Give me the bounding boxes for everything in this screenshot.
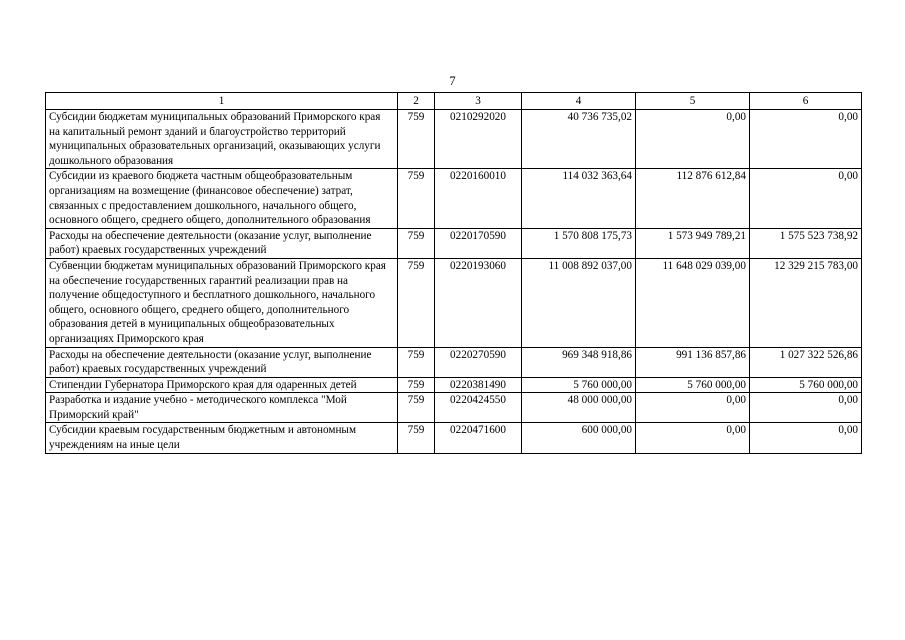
row-value-col5: 0,00 bbox=[636, 423, 750, 453]
row-target-code: 0220381490 bbox=[435, 377, 522, 393]
row-name: Расходы на обеспечение деятельности (оказание услуг, выполнение работ) краевых государственных учреждений bbox=[46, 228, 398, 258]
row-target-code: 0220471600 bbox=[435, 423, 522, 453]
row-value-col4: 1 570 808 175,73 bbox=[522, 228, 636, 258]
row-name: Расходы на обеспечение деятельности (оказание услуг, выполнение работ) краевых государственных учреждений bbox=[46, 347, 398, 377]
row-name: Субсидии бюджетам муниципальных образований Приморского края на капитальный ремонт зданий и благоустройство территорий муниципальных образовательных организаций, оказывающих услуги дошкольного образования bbox=[46, 110, 398, 169]
row-department-code: 759 bbox=[398, 169, 435, 228]
row-value-col6: 0,00 bbox=[750, 423, 862, 453]
table-row bbox=[46, 347, 862, 377]
row-name: Субвенции бюджетам муниципальных образований Приморского края на обеспечение государственных гарантий реализации прав на получение общедоступного и бесплатного дошкольного, начального общего, основного общего, среднего общего, дополнительного образования детей в муниципальных общеобразовательных организациях Приморского края bbox=[46, 258, 398, 347]
row-value-col5: 0,00 bbox=[636, 110, 750, 169]
table-row bbox=[46, 258, 862, 347]
row-value-col6: 0,00 bbox=[750, 110, 862, 169]
row-target-code: 0220270590 bbox=[435, 347, 522, 377]
row-value-col6: 0,00 bbox=[750, 393, 862, 423]
row-value-col6: 0,00 bbox=[750, 169, 862, 228]
row-department-code: 759 bbox=[398, 258, 435, 347]
row-department-code: 759 bbox=[398, 228, 435, 258]
column-header: 1 bbox=[46, 93, 398, 110]
budget-table bbox=[45, 92, 862, 454]
table-row bbox=[46, 228, 862, 258]
row-value-col4: 5 760 000,00 bbox=[522, 377, 636, 393]
table-row bbox=[46, 393, 862, 423]
row-target-code: 0220193060 bbox=[435, 258, 522, 347]
row-value-col5: 1 573 949 789,21 bbox=[636, 228, 750, 258]
row-value-col5: 991 136 857,86 bbox=[636, 347, 750, 377]
row-department-code: 759 bbox=[398, 347, 435, 377]
column-header: 4 bbox=[522, 93, 636, 110]
row-name: Субсидии из краевого бюджета частным общеобразовательным организациям на возмещение (финансовое обеспечение) затрат, связанных с предоставлением дошкольного, начального общего, основного общего, среднего общего, дополнительного образования bbox=[46, 169, 398, 228]
row-value-col6: 1 027 322 526,86 bbox=[750, 347, 862, 377]
row-value-col4: 48 000 000,00 bbox=[522, 393, 636, 423]
row-value-col4: 40 736 735,02 bbox=[522, 110, 636, 169]
row-department-code: 759 bbox=[398, 393, 435, 423]
row-name: Стипендии Губернатора Приморского края для одаренных детей bbox=[46, 377, 398, 393]
column-header: 6 bbox=[750, 93, 862, 110]
table-row bbox=[46, 169, 862, 228]
column-header: 3 bbox=[435, 93, 522, 110]
row-value-col5: 5 760 000,00 bbox=[636, 377, 750, 393]
row-value-col6: 1 575 523 738,92 bbox=[750, 228, 862, 258]
row-department-code: 759 bbox=[398, 423, 435, 453]
row-value-col4: 11 008 892 037,00 bbox=[522, 258, 636, 347]
table-row bbox=[46, 110, 862, 169]
row-value-col5: 11 648 029 039,00 bbox=[636, 258, 750, 347]
row-value-col6: 12 329 215 783,00 bbox=[750, 258, 862, 347]
column-header: 5 bbox=[636, 93, 750, 110]
row-value-col6: 5 760 000,00 bbox=[750, 377, 862, 393]
column-header: 2 bbox=[398, 93, 435, 110]
row-name: Субсидии краевым государственным бюджетным и автономным учреждениям на иные цели bbox=[46, 423, 398, 453]
row-target-code: 0220160010 bbox=[435, 169, 522, 228]
row-value-col4: 114 032 363,64 bbox=[522, 169, 636, 228]
row-name: Разработка и издание учебно - методического комплекса "Мой Приморский край" bbox=[46, 393, 398, 423]
row-target-code: 0220424550 bbox=[435, 393, 522, 423]
table-row bbox=[46, 377, 862, 393]
row-value-col4: 969 348 918,86 bbox=[522, 347, 636, 377]
row-value-col5: 112 876 612,84 bbox=[636, 169, 750, 228]
row-department-code: 759 bbox=[398, 377, 435, 393]
table-header-row bbox=[46, 93, 862, 110]
row-target-code: 0220170590 bbox=[435, 228, 522, 258]
row-target-code: 0210292020 bbox=[435, 110, 522, 169]
page-number: 7 bbox=[449, 74, 456, 88]
row-department-code: 759 bbox=[398, 110, 435, 169]
table-row bbox=[46, 423, 862, 453]
row-value-col4: 600 000,00 bbox=[522, 423, 636, 453]
row-value-col5: 0,00 bbox=[636, 393, 750, 423]
